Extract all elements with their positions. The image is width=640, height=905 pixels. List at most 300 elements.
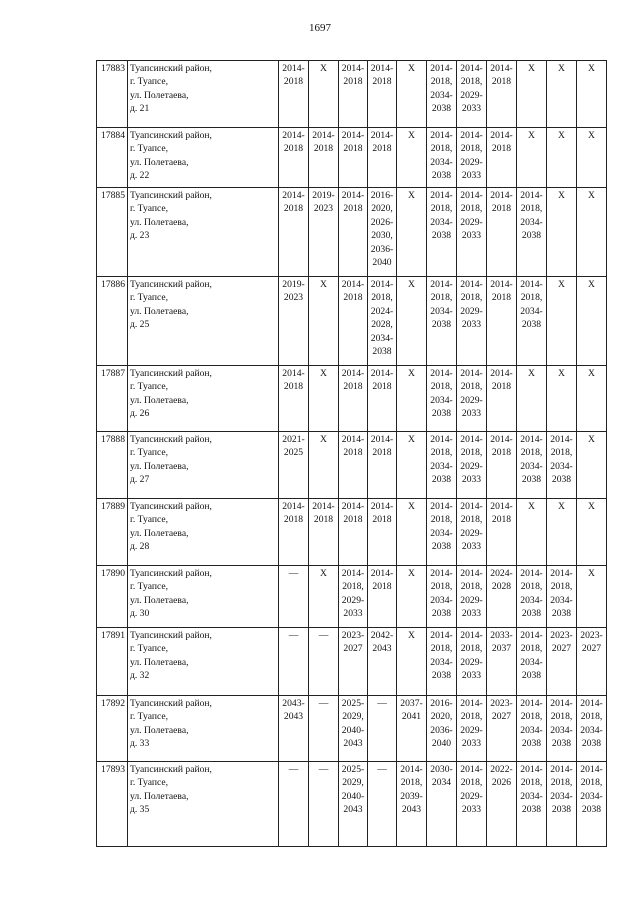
- period-line: 2019-: [282, 279, 305, 290]
- period-cell: [547, 277, 577, 366]
- address-line: ул. Полетаева,: [130, 656, 189, 668]
- period-line: 2034-: [550, 460, 573, 472]
- row-number: 17886: [97, 277, 128, 366]
- period-line: 2014-: [282, 368, 305, 379]
- period-cell: [309, 628, 339, 696]
- period-cell: [368, 366, 397, 432]
- period-line: 2038: [581, 738, 602, 750]
- period-line: 2027: [343, 643, 363, 655]
- period-line: 2038: [431, 230, 452, 242]
- period-line: 2014-: [520, 279, 543, 290]
- address-line: ул. Полетаева,: [130, 89, 189, 101]
- period-line: 2014-: [460, 630, 483, 641]
- period-line: 2034-: [430, 394, 453, 406]
- period-line: 2040: [431, 738, 452, 750]
- period-line: Х: [558, 368, 565, 379]
- period-line: 2018,: [430, 381, 453, 393]
- period-line: 2038: [431, 170, 452, 182]
- period-line: 2018: [343, 76, 363, 88]
- period-cell: [397, 566, 427, 628]
- period-cell: [368, 566, 397, 628]
- period-line: 2018,: [430, 581, 453, 593]
- period-cell: [309, 188, 339, 277]
- period-line: Х: [408, 63, 415, 74]
- period-line: 2038: [581, 804, 602, 816]
- period-line: 2029-: [341, 594, 365, 606]
- period-line: 2014-: [370, 63, 394, 74]
- period-cell: [457, 366, 487, 432]
- period-line: 2018,: [400, 777, 423, 789]
- period-cell: [577, 128, 607, 188]
- period-line: 2018,: [430, 203, 453, 215]
- period-cell: [397, 188, 427, 277]
- period-line: 2014-: [430, 630, 453, 641]
- period-line: 2014-: [460, 434, 483, 445]
- period-line: 2024-: [370, 305, 394, 317]
- period-line: 2018,: [550, 447, 573, 459]
- period-cell: [577, 366, 607, 432]
- period-cell: [397, 61, 427, 128]
- period-cell: [487, 432, 517, 499]
- period-line: 2018: [283, 203, 304, 215]
- period-line: 2033: [461, 230, 482, 242]
- period-line: 2014-: [282, 63, 305, 74]
- period-line: 2023: [313, 203, 334, 215]
- period-line: Х: [588, 568, 595, 579]
- period-cell: [577, 628, 607, 696]
- period-line: 2018: [343, 203, 363, 215]
- address-cell: [128, 696, 279, 762]
- period-line: 2018,: [460, 777, 483, 789]
- period-line: 2034-: [430, 527, 453, 539]
- period-cell: [427, 61, 457, 128]
- row-number: 17887: [97, 366, 128, 432]
- period-cell: [279, 366, 309, 432]
- period-cell: [517, 628, 547, 696]
- period-line: 2025: [283, 447, 304, 459]
- period-cell: [517, 277, 547, 366]
- period-line: 2020,: [371, 203, 393, 215]
- period-cell: [517, 61, 547, 128]
- table-row: [97, 128, 607, 188]
- period-line: 2014-: [460, 368, 483, 379]
- period-cell: [397, 762, 427, 847]
- period-cell: [547, 566, 577, 628]
- period-cell: [368, 128, 397, 188]
- period-line: 2033: [343, 608, 363, 620]
- period-line: 2018,: [520, 711, 543, 723]
- period-line: 2014-: [490, 368, 513, 379]
- period-line: 2033-: [490, 630, 513, 641]
- period-line: 2018,: [520, 292, 543, 304]
- address-line: Туапсинский район,: [130, 630, 212, 641]
- period-line: 2038: [551, 608, 572, 620]
- address-line: г. Туапсе,: [130, 711, 168, 723]
- period-line: 2014-: [341, 190, 365, 201]
- period-line: 2030-: [430, 764, 453, 775]
- period-line: 2014-: [430, 279, 453, 290]
- period-line: 2020,: [430, 711, 453, 723]
- period-line: 2021-: [282, 434, 305, 445]
- row-number: 17893: [97, 762, 128, 847]
- period-cell: [309, 696, 339, 762]
- period-line: Х: [320, 568, 327, 579]
- address-line: Туапсинский район,: [130, 501, 212, 512]
- period-line: 2018,: [520, 581, 543, 593]
- period-line: 2038: [521, 670, 542, 682]
- period-line: 2034-: [430, 89, 453, 101]
- period-cell: [517, 432, 547, 499]
- period-line: 2034-: [520, 656, 543, 668]
- period-line: 2019-: [312, 190, 335, 201]
- period-line: 2034-: [550, 594, 573, 606]
- period-line: 2038: [521, 230, 542, 242]
- period-line: 2018: [283, 514, 304, 526]
- period-line: Х: [558, 501, 565, 512]
- period-line: Х: [408, 434, 415, 445]
- period-line: 2023-: [550, 630, 573, 641]
- period-line: 2033: [461, 541, 482, 553]
- period-line: 2018: [372, 381, 392, 393]
- period-line: 2034-: [370, 332, 394, 344]
- period-line: —: [288, 568, 299, 579]
- period-line: 2029-: [460, 527, 483, 539]
- period-cell: [457, 277, 487, 366]
- period-cell: [279, 128, 309, 188]
- period-line: 2018,: [460, 76, 483, 88]
- row-number: 17884: [97, 128, 128, 188]
- address-line: д. 35: [130, 804, 150, 816]
- period-line: 2014-: [520, 434, 543, 445]
- period-line: 2033: [461, 474, 482, 486]
- period-cell: [457, 628, 487, 696]
- period-line: 2038: [551, 738, 572, 750]
- period-line: 2033: [461, 738, 482, 750]
- period-cell: [487, 277, 517, 366]
- period-line: 2018,: [550, 581, 573, 593]
- period-cell: [547, 696, 577, 762]
- period-cell: [457, 128, 487, 188]
- period-line: 2018: [372, 143, 392, 155]
- period-cell: [577, 566, 607, 628]
- period-line: 2022-: [490, 764, 513, 775]
- period-cell: [339, 628, 368, 696]
- period-line: 2018,: [430, 143, 453, 155]
- period-line: 2018: [372, 581, 392, 593]
- period-line: 2036-: [370, 243, 394, 255]
- period-cell: [339, 432, 368, 499]
- period-line: 2014-: [460, 130, 483, 141]
- period-cell: [339, 277, 368, 366]
- period-cell: [457, 188, 487, 277]
- period-cell: [368, 61, 397, 128]
- period-line: 2043: [343, 804, 363, 816]
- period-line: 2040-: [341, 724, 365, 736]
- period-line: Х: [588, 434, 595, 445]
- period-line: 2043-: [282, 698, 305, 709]
- period-line: 2014-: [520, 698, 543, 709]
- period-cell: [457, 432, 487, 499]
- address-line: Туапсинский район,: [130, 63, 212, 74]
- period-line: Х: [408, 190, 415, 201]
- table-row: [97, 277, 607, 366]
- period-line: —: [377, 698, 387, 709]
- period-line: —: [318, 698, 329, 709]
- period-line: 2029,: [342, 711, 364, 723]
- period-line: Х: [588, 501, 595, 512]
- period-line: 2014-: [460, 190, 483, 201]
- period-line: 2018,: [430, 447, 453, 459]
- period-cell: [397, 499, 427, 566]
- period-line: 2034-: [430, 216, 453, 228]
- period-line: 2024-: [490, 568, 513, 579]
- address-line: д. 28: [130, 541, 150, 553]
- period-line: 2018: [491, 76, 512, 88]
- period-line: 2014-: [550, 764, 573, 775]
- period-line: 2018: [343, 292, 363, 304]
- period-line: 2014-: [490, 501, 513, 512]
- period-line: 2014-: [312, 501, 335, 512]
- period-cell: [309, 566, 339, 628]
- table-row: [97, 61, 607, 128]
- period-cell: [517, 499, 547, 566]
- period-line: 2018,: [550, 711, 573, 723]
- period-line: 2034-: [580, 790, 603, 802]
- period-cell: [279, 277, 309, 366]
- period-line: 2029-: [460, 594, 483, 606]
- period-line: Х: [528, 130, 535, 141]
- period-line: Х: [588, 130, 595, 141]
- period-line: 2034-: [430, 594, 453, 606]
- period-line: 2037-: [400, 698, 423, 709]
- period-line: 2029-: [460, 460, 483, 472]
- period-line: Х: [528, 501, 535, 512]
- period-line: 2043: [401, 804, 422, 816]
- period-line: Х: [408, 368, 415, 379]
- period-line: 2014-: [490, 130, 513, 141]
- period-line: Х: [588, 190, 595, 201]
- period-line: 2038: [372, 346, 392, 358]
- address-line: г. Туапсе,: [130, 777, 168, 789]
- period-line: 2018,: [430, 514, 453, 526]
- period-line: Х: [320, 368, 327, 379]
- period-cell: [577, 696, 607, 762]
- period-line: 2038: [431, 541, 452, 553]
- period-line: 2033: [461, 804, 482, 816]
- period-line: 2040-: [341, 790, 365, 802]
- period-line: 2014-: [430, 190, 453, 201]
- period-cell: [487, 366, 517, 432]
- period-line: 2018: [313, 143, 334, 155]
- period-cell: [517, 128, 547, 188]
- period-cell: [397, 128, 427, 188]
- period-line: 2014-: [520, 190, 543, 201]
- period-line: 2029-: [460, 89, 483, 101]
- period-line: 2034-: [550, 790, 573, 802]
- period-line: 2034-: [520, 594, 543, 606]
- period-cell: [427, 762, 457, 847]
- period-line: 2014-: [580, 764, 603, 775]
- period-line: 2018: [283, 143, 304, 155]
- period-line: 2018,: [550, 777, 573, 789]
- period-line: 2029-: [460, 156, 483, 168]
- address-line: ул. Полетаева,: [130, 790, 189, 802]
- period-line: 2023-: [580, 630, 603, 641]
- period-cell: [427, 499, 457, 566]
- period-line: 2014-: [520, 630, 543, 641]
- address-line: Туапсинский район,: [130, 434, 212, 445]
- period-cell: [339, 499, 368, 566]
- period-cell: [339, 762, 368, 847]
- period-line: 2018,: [520, 447, 543, 459]
- period-line: 2014-: [312, 130, 335, 141]
- address-line: Туапсинский район,: [130, 698, 212, 709]
- table-row: [97, 696, 607, 762]
- period-cell: [309, 61, 339, 128]
- period-line: 2034-: [550, 724, 573, 736]
- period-line: 2018: [283, 76, 304, 88]
- row-number: 17891: [97, 628, 128, 696]
- period-line: 2029-: [460, 790, 483, 802]
- period-cell: [339, 566, 368, 628]
- period-line: 2018,: [460, 203, 483, 215]
- period-line: 2014-: [341, 130, 365, 141]
- period-cell: [427, 188, 457, 277]
- period-line: 2018,: [460, 292, 483, 304]
- period-line: 2018: [372, 514, 392, 526]
- period-line: 2014-: [370, 434, 394, 445]
- period-line: 2014-: [341, 279, 365, 290]
- period-line: —: [288, 764, 299, 775]
- period-line: 2034-: [520, 724, 543, 736]
- address-cell: [128, 432, 279, 499]
- period-line: 2025-: [341, 764, 365, 775]
- address-line: ул. Полетаева,: [130, 156, 189, 168]
- period-line: 2023: [283, 292, 304, 304]
- period-line: 2018,: [460, 581, 483, 593]
- period-line: 2018,: [460, 643, 483, 655]
- period-cell: [309, 432, 339, 499]
- period-line: 2029-: [460, 724, 483, 736]
- period-cell: [427, 277, 457, 366]
- address-line: ул. Полетаева,: [130, 394, 189, 406]
- period-line: 2038: [431, 474, 452, 486]
- period-cell: [427, 566, 457, 628]
- period-line: 2034-: [430, 305, 453, 317]
- address-line: д. 21: [130, 103, 150, 115]
- address-line: д. 23: [130, 230, 150, 242]
- period-line: 2014-: [430, 434, 453, 445]
- table-row: [97, 499, 607, 566]
- address-line: ул. Полетаева,: [130, 527, 189, 539]
- period-cell: [457, 499, 487, 566]
- period-line: 2029,: [342, 777, 364, 789]
- period-line: 2014-: [460, 764, 483, 775]
- period-line: 2018: [491, 292, 512, 304]
- period-line: 2014-: [520, 764, 543, 775]
- period-cell: [547, 762, 577, 847]
- period-cell: [339, 61, 368, 128]
- period-line: 2018,: [460, 381, 483, 393]
- period-line: 2014-: [550, 698, 573, 709]
- period-line: 2036-: [430, 724, 453, 736]
- address-line: Туапсинский район,: [130, 764, 212, 775]
- period-cell: [487, 628, 517, 696]
- address-cell: [128, 366, 279, 432]
- period-line: Х: [320, 279, 327, 290]
- period-line: 2018: [491, 447, 512, 459]
- address-cell: [128, 762, 279, 847]
- period-line: 2018,: [460, 514, 483, 526]
- period-cell: [577, 188, 607, 277]
- period-cell: [517, 566, 547, 628]
- table-row: [97, 188, 607, 277]
- period-line: 2038: [521, 474, 542, 486]
- period-line: 2033: [461, 103, 482, 115]
- period-cell: [487, 762, 517, 847]
- period-line: 2018,: [580, 711, 603, 723]
- address-line: г. Туапсе,: [130, 447, 168, 459]
- period-line: 2038: [431, 670, 452, 682]
- period-line: 2014-: [460, 568, 483, 579]
- period-line: 2038: [431, 319, 452, 331]
- row-number: 17889: [97, 499, 128, 566]
- table-row: [97, 432, 607, 499]
- period-line: 2034-: [520, 305, 543, 317]
- period-line: —: [318, 764, 329, 775]
- period-line: 2018,: [371, 292, 393, 304]
- period-cell: [368, 628, 397, 696]
- period-line: 2014-: [430, 130, 453, 141]
- period-line: 2014-: [430, 368, 453, 379]
- period-line: 2014-: [490, 279, 513, 290]
- address-line: г. Туапсе,: [130, 643, 168, 655]
- period-line: Х: [408, 279, 415, 290]
- period-line: 2038: [521, 319, 542, 331]
- period-line: 2028,: [371, 319, 393, 331]
- period-cell: [487, 499, 517, 566]
- period-line: 2018: [491, 381, 512, 393]
- address-line: д. 33: [130, 738, 150, 750]
- period-cell: [517, 696, 547, 762]
- period-line: 2037: [491, 643, 512, 655]
- period-line: 2018,: [520, 203, 543, 215]
- period-line: 2014-: [282, 130, 305, 141]
- period-line: 2034-: [580, 724, 603, 736]
- period-line: 2014-: [400, 764, 423, 775]
- period-line: 2014-: [490, 434, 513, 445]
- period-line: 2043: [372, 643, 392, 655]
- period-line: 2033: [461, 170, 482, 182]
- period-line: Х: [558, 190, 565, 201]
- period-cell: [427, 696, 457, 762]
- period-line: 2014-: [550, 568, 573, 579]
- period-line: 2014-: [370, 279, 394, 290]
- address-cell: [128, 277, 279, 366]
- period-cell: [279, 762, 309, 847]
- period-line: 2018: [343, 447, 363, 459]
- period-line: Х: [408, 501, 415, 512]
- period-line: 2014-: [550, 434, 573, 445]
- period-cell: [339, 366, 368, 432]
- period-line: 2038: [521, 608, 542, 620]
- period-cell: [457, 566, 487, 628]
- period-line: 2030,: [371, 230, 393, 242]
- period-cell: [577, 499, 607, 566]
- period-line: 2042-: [370, 630, 394, 641]
- row-number: 17890: [97, 566, 128, 628]
- period-line: 2038: [521, 738, 542, 750]
